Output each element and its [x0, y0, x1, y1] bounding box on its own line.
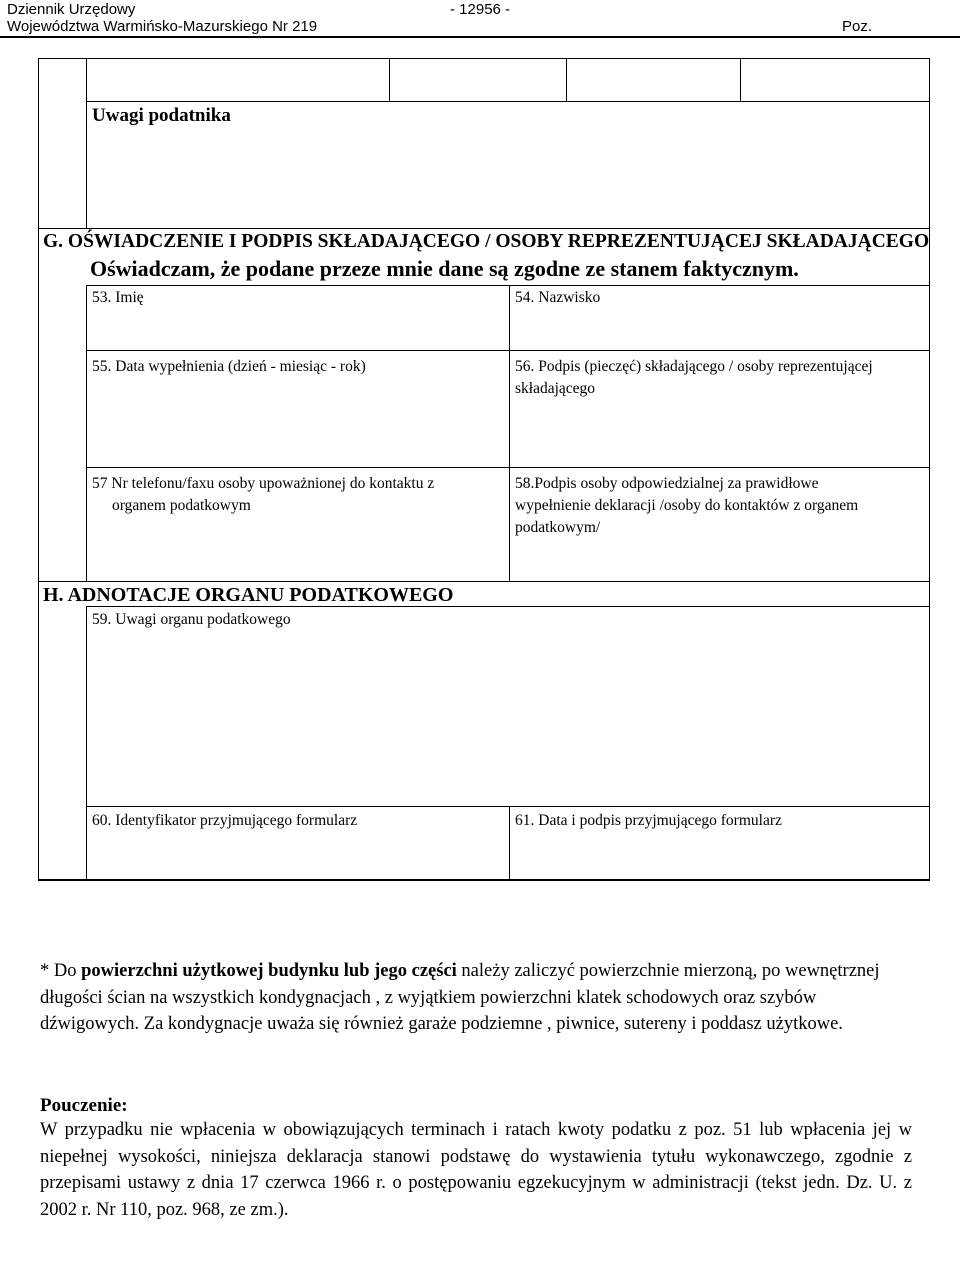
field-56-signature-line1: 56. Podpis (pieczęć) składającego / osoby reprezentującej: [515, 358, 873, 375]
instruction-title: Pouczenie:: [40, 1095, 128, 1116]
field-59-office-remarks: 59. Uwagi organu podatkowego: [92, 611, 291, 628]
field-56-signature-line2: składającego: [515, 380, 596, 397]
field-57-phone-line1: 57 Nr telefonu/faxu osoby upoważnionej do kontaktu z: [92, 475, 435, 492]
section-h-title: H. ADNOTACJE ORGANU PODATKOWEGO: [43, 584, 454, 606]
footnote-text: należy zaliczyć powierzchnie mierzoną, po wewnętrznej długości ścian na wszystkich kondygnacjach , z wyjątkiem powierzchni klatek schodowych oraz szybów dźwigowych. Za kondygnacje uważa się również garaże podziemne , piwnice, sutereny i poddasz użytkowe.: [40, 961, 880, 1034]
header-rule: [0, 36, 960, 38]
field-54-surname: 54. Nazwisko: [515, 289, 601, 306]
field-55-fill-date: 55. Data wypełnienia (dzień - miesiąc - rok): [92, 358, 366, 375]
journal-title: Dziennik Urzędowy: [7, 1, 136, 18]
instruction-paragraph: [40, 1117, 912, 1223]
field-60-receiver-id: 60. Identyfikator przyjmującego formularz: [92, 812, 358, 829]
section-g-title: G. OŚWIADCZENIE I PODPIS SKŁADAJĄCEGO / OSOBY REPREZENTUJĄCEJ SKŁADAJĄCEGO: [43, 231, 930, 252]
footnote-bold-term: powierzchni użytkowej budynku lub jego części: [81, 961, 457, 981]
region-title: Województwa Warmińsko-Mazurskiego Nr 219: [7, 18, 318, 35]
taxpayer-remarks-title: Uwagi podatnika: [92, 105, 231, 126]
field-58-responsible-line1: 58.Podpis osoby odpowiedzialnej za prawidłowe: [515, 475, 819, 492]
field-57-phone-line2: organem podatkowym: [112, 497, 251, 514]
position-label: Poz.: [842, 18, 873, 35]
field-53-first-name: 53. Imię: [92, 289, 144, 306]
field-58-responsible-line2: wypełnienie deklaracji /osoby do kontaktów z organem: [515, 497, 859, 514]
field-58-responsible-line3: podatkowym/: [515, 519, 601, 536]
footnote-paragraph: [40, 958, 912, 1038]
instruction-text: W przypadku nie wpłacenia w obowiązujących terminach i ratach kwoty podatku z poz. 51 lub wpłacenia jej w niepełnej wysokości, niniejsza deklaracja stanowi podstawę do wystawienia tytułu wykonawczego, zgodnie z przepisami ustawy z dnia 17 czerwca 1966 r. o postępowaniu egzekucyjnym w administracji (tekst jedn. Dz. U. z 2002 r. Nr 110, poz. 968, ze zm.).: [40, 1120, 912, 1220]
footnote-asterisk: * Do: [40, 961, 82, 981]
page-number: - 12956 -: [450, 1, 511, 18]
declaration-statement: Oświadczam, że podane przeze mnie dane są zgodne ze stanem faktycznym.: [90, 256, 799, 281]
field-61-receiver-date-signature: 61. Data i podpis przyjmującego formularz: [515, 812, 782, 829]
